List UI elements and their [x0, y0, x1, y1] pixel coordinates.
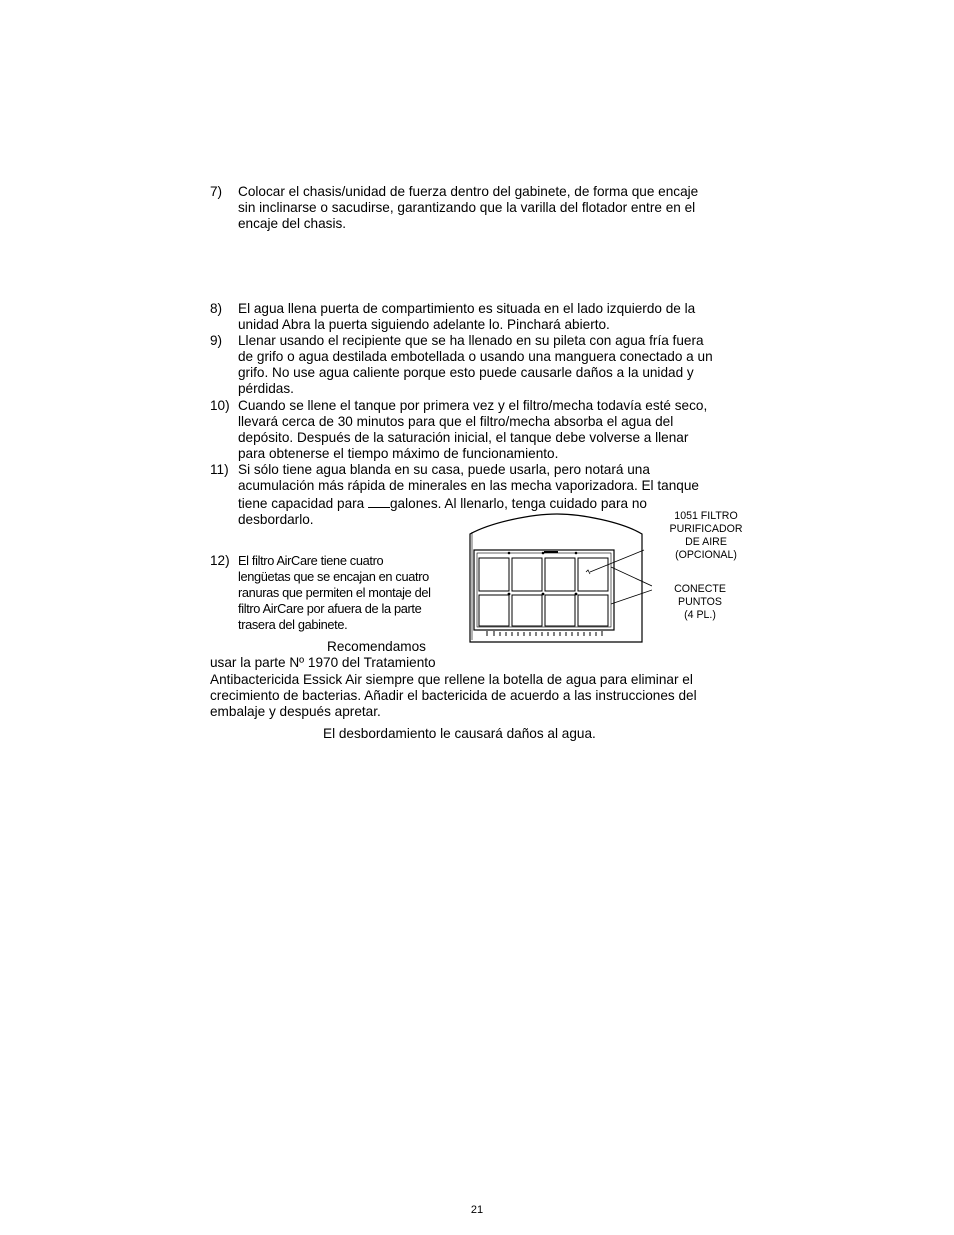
- step-7-line: encaje del chasis.: [238, 216, 347, 231]
- filter-cell: [578, 558, 608, 591]
- capacity-text-before: tiene capacidad para: [238, 496, 368, 511]
- step-8-number: 8): [210, 301, 223, 316]
- step-10-line: depósito. Después de la saturación inicial, el tanque debe volverse a llenar: [238, 430, 689, 445]
- step-11-line: desbordarlo.: [238, 512, 314, 527]
- cabinet-outline: [470, 514, 642, 642]
- callout-line: 1051 FILTRO: [674, 510, 738, 522]
- note-line: crecimiento de bacterias. Añadir el bactericida de acuerdo a las instrucciones del: [210, 688, 697, 703]
- filter-cell: [479, 595, 509, 626]
- callout-line: (OPCIONAL): [675, 549, 737, 561]
- step-9-line: de grifo o agua destilada embotellada o usando una manguera conectado a un: [238, 349, 713, 364]
- step-10-line: llevará cerca de 30 minutos para que el filtro/mecha absorba el agua del: [238, 414, 674, 429]
- filter-cell: [512, 595, 542, 626]
- step-11-number: 11): [210, 462, 229, 477]
- callout-line: PUNTOS: [678, 596, 722, 608]
- step-7-number: 7): [210, 184, 223, 199]
- capacity-text-after: galones. Al llenarlo, tenga cuidado para no: [390, 496, 647, 511]
- callout-line: DE AIRE: [685, 536, 727, 548]
- filter-frame: [474, 550, 614, 630]
- step-9-line: Llenar usando el recipiente que se ha llenado en su pileta con agua fría fuera: [238, 333, 704, 348]
- filter-cell: [545, 595, 575, 626]
- capacity-blank: [368, 494, 390, 508]
- step-10-line: para obtenerse el tiempo máximo de funcionamiento.: [238, 446, 559, 461]
- callout-line: CONECTE: [674, 583, 726, 595]
- step-9-line: grifo. No use agua caliente porque esto puede causarle daños a la unidad y: [238, 365, 694, 380]
- step-10-number: 10): [210, 398, 230, 413]
- filter-cell: [512, 558, 542, 591]
- step-12-number: 12): [210, 553, 230, 568]
- note-recomendamos: Recomendamos: [327, 639, 426, 654]
- page-number: 21: [470, 1204, 484, 1216]
- points-leader-line: [611, 567, 652, 586]
- step-9-line: pérdidas.: [238, 381, 294, 396]
- step-11-line: Si sólo tiene agua blanda en su casa, puede usarla, pero notará una: [238, 462, 650, 477]
- filter-cell: [578, 595, 608, 626]
- filter-tab-mark: [586, 570, 590, 574]
- step-10-line: Cuando se llene el tanque por primera vez y el filtro/mecha todavía esté seco,: [238, 398, 708, 413]
- step-12-line: filtro AirCare por afuera de la parte: [238, 601, 422, 616]
- overflow-warning: El desbordamiento le causará daños al agua.: [323, 726, 596, 741]
- note-line: embalaje y después apretar.: [210, 704, 381, 719]
- step-7-line: Colocar el chasis/unidad de fuerza dentro del gabinete, de forma que encaje: [238, 184, 699, 199]
- points-leader-line: [611, 590, 652, 604]
- step-7-line: sin inclinarse o sacudirse, garantizando que la varilla del flotador entre en el: [238, 200, 696, 215]
- step-12-line: lengüetas que se encajan en cuatro: [238, 569, 429, 584]
- filter-cell: [479, 558, 509, 591]
- note-line: Antibactericida Essick Air siempre que rellene la botella de agua para eliminar el: [210, 672, 693, 687]
- step-8-line: El agua llena puerta de compartimiento es situada en el lado izquierdo de la: [238, 301, 696, 316]
- step-9-number: 9): [210, 333, 223, 348]
- connect-points-callout: [664, 583, 736, 622]
- step-11-line: acumulación más rápida de minerales en las mecha vaporizadora. El tanque: [238, 478, 699, 493]
- step-12-line: ranuras que permiten el montaje del: [238, 585, 431, 600]
- step-8-line: unidad Abra la puerta siguiendo adelante lo. Pinchará abierto.: [238, 317, 610, 332]
- note-line: usar la parte Nº 1970 del Tratamiento: [210, 655, 436, 670]
- aircare-filter-diagram: [462, 510, 652, 646]
- callout-line: (4 PL.): [684, 609, 716, 621]
- callout-line: PURIFICADOR: [669, 523, 743, 535]
- filter-callout: [660, 510, 752, 562]
- filter-cell: [545, 558, 575, 591]
- step-12-line: trasera del gabinete.: [238, 617, 348, 632]
- step-12-line: El filtro AirCare tiene cuatro: [238, 553, 384, 568]
